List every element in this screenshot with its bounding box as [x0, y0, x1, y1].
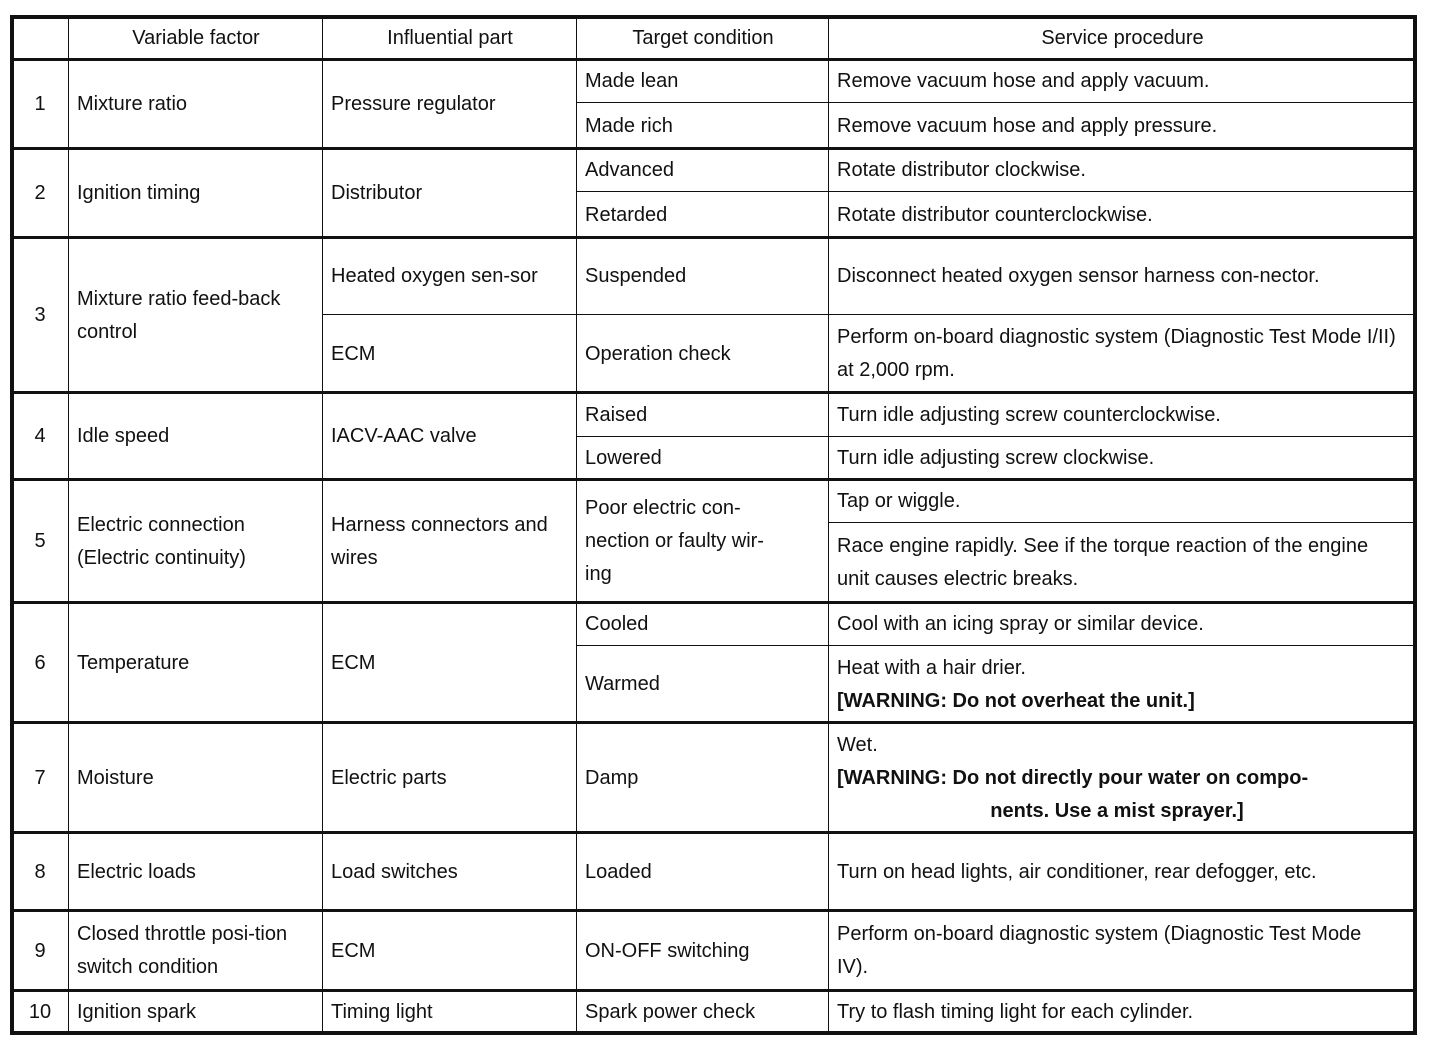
procedure-text: Tap or wiggle. [837, 490, 961, 512]
procedure-text: Wet. [837, 733, 878, 756]
condition-text: Poor electric con-nection or faulty wir-ing [585, 497, 764, 585]
row-1-procedure-2 [828, 102, 1417, 150]
row-1-procedure-1 [828, 59, 1417, 104]
header-influential-part [322, 15, 578, 61]
condition-text: Made rich [585, 114, 673, 137]
row-10-procedure [828, 990, 1417, 1035]
part-text: Heated oxygen sen-sor [331, 265, 538, 287]
factor-text: Temperature [77, 651, 190, 674]
procedure-text: Turn on head lights, air conditioner, rear defogger, etc. [837, 860, 1317, 883]
row-number: 5 [34, 530, 46, 552]
procedure-text: Race engine rapidly. See if the torque reaction of the engine unit causes electric breaks. [837, 535, 1369, 590]
part-text: Timing light [331, 1001, 433, 1023]
row-10-number [10, 990, 70, 1035]
part-text: ECM [331, 939, 376, 962]
row-4-factor [68, 392, 324, 481]
row-2-procedure-1 [828, 148, 1417, 193]
row-number: 1 [34, 93, 46, 115]
row-4-procedure-1 [828, 392, 1417, 438]
part-text: Harness connectors and wires [331, 513, 548, 569]
part-text: IACV-AAC valve [331, 425, 477, 447]
factor-text: Moisture [77, 766, 154, 789]
row-7-procedure [828, 722, 1417, 834]
row-2-number [10, 148, 70, 239]
row-4-condition-1 [576, 392, 830, 438]
row-5-condition [576, 479, 830, 604]
row-3-condition-1 [576, 237, 830, 316]
row-6-procedure-2 [828, 645, 1417, 724]
row-2-condition-2 [576, 191, 830, 239]
header-service-procedure [828, 15, 1417, 61]
condition-text: Operation check [585, 342, 731, 365]
factor-text: Closed throttle posi-tion switch condition [77, 923, 288, 978]
row-number: 6 [34, 651, 46, 674]
row-5-factor [68, 479, 324, 604]
condition-text: Spark power check [585, 1001, 756, 1023]
row-8-procedure [828, 832, 1417, 912]
row-6-condition-2 [576, 645, 830, 724]
condition-text: Damp [585, 766, 639, 789]
row-6-condition-1 [576, 602, 830, 647]
procedure-text: Remove vacuum hose and apply pressure. [837, 114, 1218, 137]
row-6-part [322, 602, 578, 724]
procedure-text: Disconnect heated oxygen sensor harness con-nector. [837, 265, 1320, 287]
procedure-text: Perform on-board diagnostic system (Diagnostic Test Mode IV). [837, 923, 1362, 978]
row-3-part-2 [322, 314, 578, 394]
row-3-procedure-2 [828, 314, 1417, 394]
row-4-number [10, 392, 70, 481]
condition-text: Warmed [585, 673, 660, 695]
row-10-part [322, 990, 578, 1035]
row-7-condition [576, 722, 830, 834]
row-number: 4 [34, 425, 46, 447]
row-2-factor [68, 148, 324, 239]
procedure-text: Rotate distributor clockwise. [837, 159, 1086, 181]
row-2-procedure-2 [828, 191, 1417, 239]
row-10-factor [68, 990, 324, 1035]
procedure-text: Turn idle adjusting screw clockwise. [837, 447, 1155, 469]
row-number: 3 [34, 304, 46, 326]
row-6-factor [68, 602, 324, 724]
procedure-text: Cool with an icing spray or similar device. [837, 613, 1204, 635]
procedure-text: Try to flash timing light for each cylinder. [837, 1001, 1194, 1023]
condition-text: Loaded [585, 860, 652, 883]
procedure-text: Remove vacuum hose and apply vacuum. [837, 70, 1210, 92]
part-text: ECM [331, 342, 376, 365]
row-8-number [10, 832, 70, 912]
row-4-part [322, 392, 578, 481]
row-7-factor [68, 722, 324, 834]
row-5-part [322, 479, 578, 604]
condition-text: Lowered [585, 447, 662, 469]
row-3-part-1 [322, 237, 578, 316]
row-number: 8 [34, 860, 46, 883]
header-influential-part-text: Influential part [387, 26, 513, 49]
row-4-procedure-2 [828, 436, 1417, 481]
header-variable-factor-text: Variable factor [132, 26, 260, 49]
warning-text: [WARNING: Do not overheat the unit.] [837, 689, 1195, 712]
row-9-procedure [828, 910, 1417, 992]
row-3-number [10, 237, 70, 394]
factor-text: Ignition spark [77, 1001, 196, 1023]
row-9-part [322, 910, 578, 992]
condition-text: ON-OFF switching [585, 939, 750, 962]
header-target-condition-text: Target condition [632, 26, 774, 49]
row-5-procedure-2 [828, 522, 1417, 604]
part-text: ECM [331, 651, 376, 674]
row-7-number [10, 722, 70, 834]
row-1-condition-1 [576, 59, 830, 104]
factor-text: Idle speed [77, 425, 170, 447]
condition-text: Raised [585, 403, 648, 426]
row-3-procedure-1 [828, 237, 1417, 316]
row-8-factor [68, 832, 324, 912]
factor-text: Mixture ratio [77, 93, 188, 115]
factor-text: Mixture ratio feed-back control [77, 287, 281, 343]
row-3-factor [68, 237, 324, 394]
part-text: Load switches [331, 860, 458, 883]
row-1-factor [68, 59, 324, 150]
row-2-part [322, 148, 578, 239]
condition-text: Cooled [585, 613, 649, 635]
warning-text: nents. Use a mist sprayer.] [990, 799, 1244, 822]
procedure-text: Turn idle adjusting screw counterclockwise. [837, 403, 1221, 426]
row-7-part [322, 722, 578, 834]
row-9-condition [576, 910, 830, 992]
part-text: Pressure regulator [331, 93, 496, 115]
row-number: 2 [34, 182, 46, 204]
procedure-text: Heat with a hair drier. [837, 656, 1026, 679]
row-number: 7 [34, 766, 46, 789]
row-6-procedure-1 [828, 602, 1417, 647]
row-5-number [10, 479, 70, 604]
factor-text: Electric loads [77, 860, 196, 883]
row-number: 10 [28, 1001, 52, 1023]
header-variable-factor [68, 15, 324, 61]
condition-text: Advanced [585, 159, 674, 181]
header-service-procedure-text: Service procedure [1041, 26, 1204, 49]
row-2-condition-1 [576, 148, 830, 193]
procedure-text: Perform on-board diagnostic system (Diagnostic Test Mode I/II) at 2,000 rpm. [837, 326, 1396, 381]
row-1-number [10, 59, 70, 150]
row-1-part [322, 59, 578, 150]
part-text: Electric parts [331, 766, 447, 789]
row-10-condition [576, 990, 830, 1035]
header-number [10, 15, 70, 61]
row-5-procedure-1 [828, 479, 1417, 524]
factor-text: Ignition timing [77, 182, 201, 204]
warning-text: [WARNING: Do not directly pour water on compo- [837, 766, 1309, 789]
row-4-condition-2 [576, 436, 830, 481]
row-1-condition-2 [576, 102, 830, 150]
procedure-text: Rotate distributor counterclockwise. [837, 203, 1153, 226]
header-target-condition [576, 15, 830, 61]
row-number: 9 [34, 939, 46, 962]
row-8-condition [576, 832, 830, 912]
factor-text: Electric connection (Electric continuity) [77, 513, 246, 569]
row-3-condition-2 [576, 314, 830, 394]
part-text: Distributor [331, 182, 423, 204]
condition-text: Suspended [585, 265, 687, 287]
condition-text: Retarded [585, 203, 668, 226]
row-8-part [322, 832, 578, 912]
condition-text: Made lean [585, 70, 679, 92]
row-6-number [10, 602, 70, 724]
row-9-number [10, 910, 70, 992]
row-9-factor [68, 910, 324, 992]
